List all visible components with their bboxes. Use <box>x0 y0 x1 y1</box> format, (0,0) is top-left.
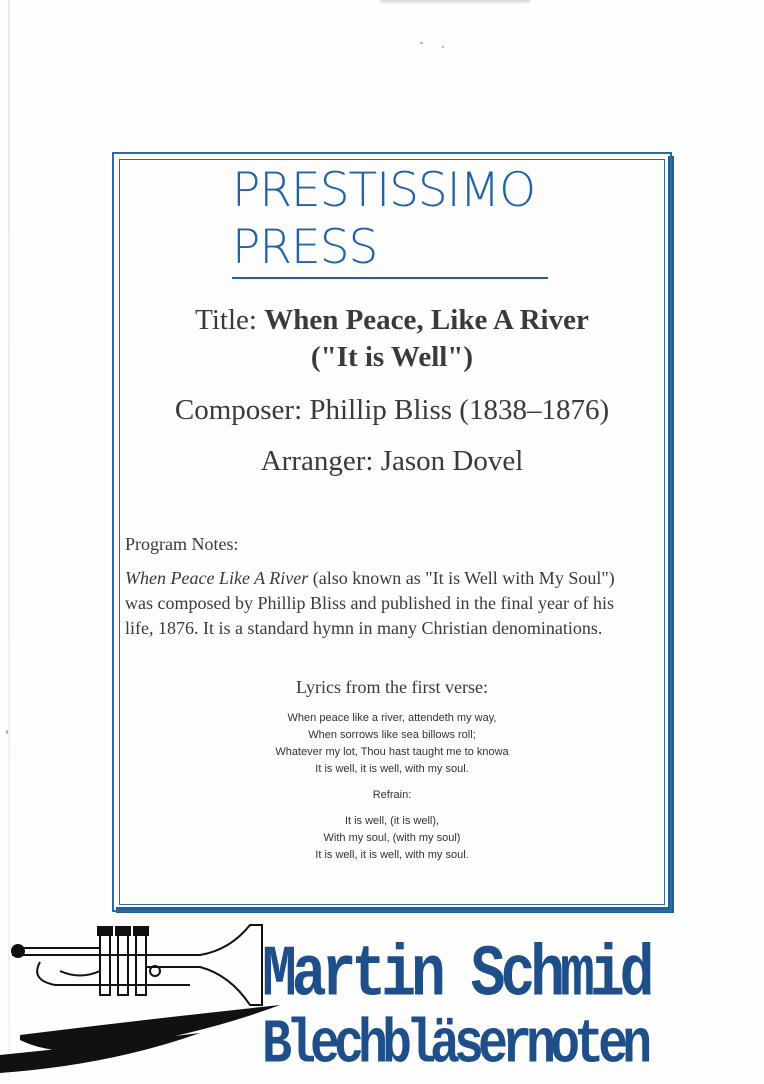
scan-speck <box>420 42 423 44</box>
program-notes-heading: Program Notes: <box>125 534 239 554</box>
arranger-line <box>116 445 668 478</box>
publisher-logo <box>232 162 535 276</box>
composer-label: Composer: <box>174 394 303 426</box>
trumpet-icon <box>0 905 300 1080</box>
scan-speck <box>6 730 8 734</box>
program-notes-title: When Peace Like A River <box>125 568 309 588</box>
refrain-block <box>116 813 668 864</box>
verse-block <box>116 710 668 778</box>
title-line <box>116 304 668 337</box>
title-label: Title: <box>195 304 257 336</box>
scan-speck <box>442 46 444 48</box>
composer-value: Phillip Bliss (1838–1876) <box>309 394 610 426</box>
verse-line: It is well, it is well, with my soul. <box>315 763 469 775</box>
arranger-value: Jason Dovel <box>380 445 524 477</box>
verse-line: When sorrows like sea billows roll; <box>308 729 476 741</box>
refrain-line: With my soul, (with my soul) <box>323 832 461 844</box>
title-subtitle: ("It is Well") <box>310 341 474 373</box>
refrain-line: It is well, (it is well), <box>344 815 440 827</box>
refrain-line: It is well, it is well, with my soul. <box>315 849 469 861</box>
composer-line <box>116 394 668 427</box>
publisher-rule <box>232 277 548 279</box>
publisher-name-line1: PRESTISSIMO <box>232 163 536 218</box>
scan-shadow <box>380 0 530 5</box>
verse-line: When peace like a river, attendeth my way, <box>287 712 497 724</box>
verse-line: Whatever my lot, Thou hast taught me to knowa <box>275 746 509 758</box>
lyrics-heading: Lyrics from the first verse: <box>296 677 488 697</box>
program-notes-text: (also known as "It is Well with My Soul") was composed by Phillip Bliss and published in the final year of his life, 1876. It is a standard hymn in many Christian denominations. <box>125 568 615 638</box>
title-value: When Peace, Like A River <box>264 304 589 336</box>
footer-logo-line1: Martin Schmid <box>262 935 650 1017</box>
publisher-name-line2: PRESS <box>232 220 378 275</box>
refrain-label: Refrain: <box>372 789 412 801</box>
footer-logo-line2: Blechbläsernoten <box>262 1010 647 1082</box>
program-notes-body <box>125 566 645 641</box>
arranger-label: Arranger: <box>260 445 374 477</box>
